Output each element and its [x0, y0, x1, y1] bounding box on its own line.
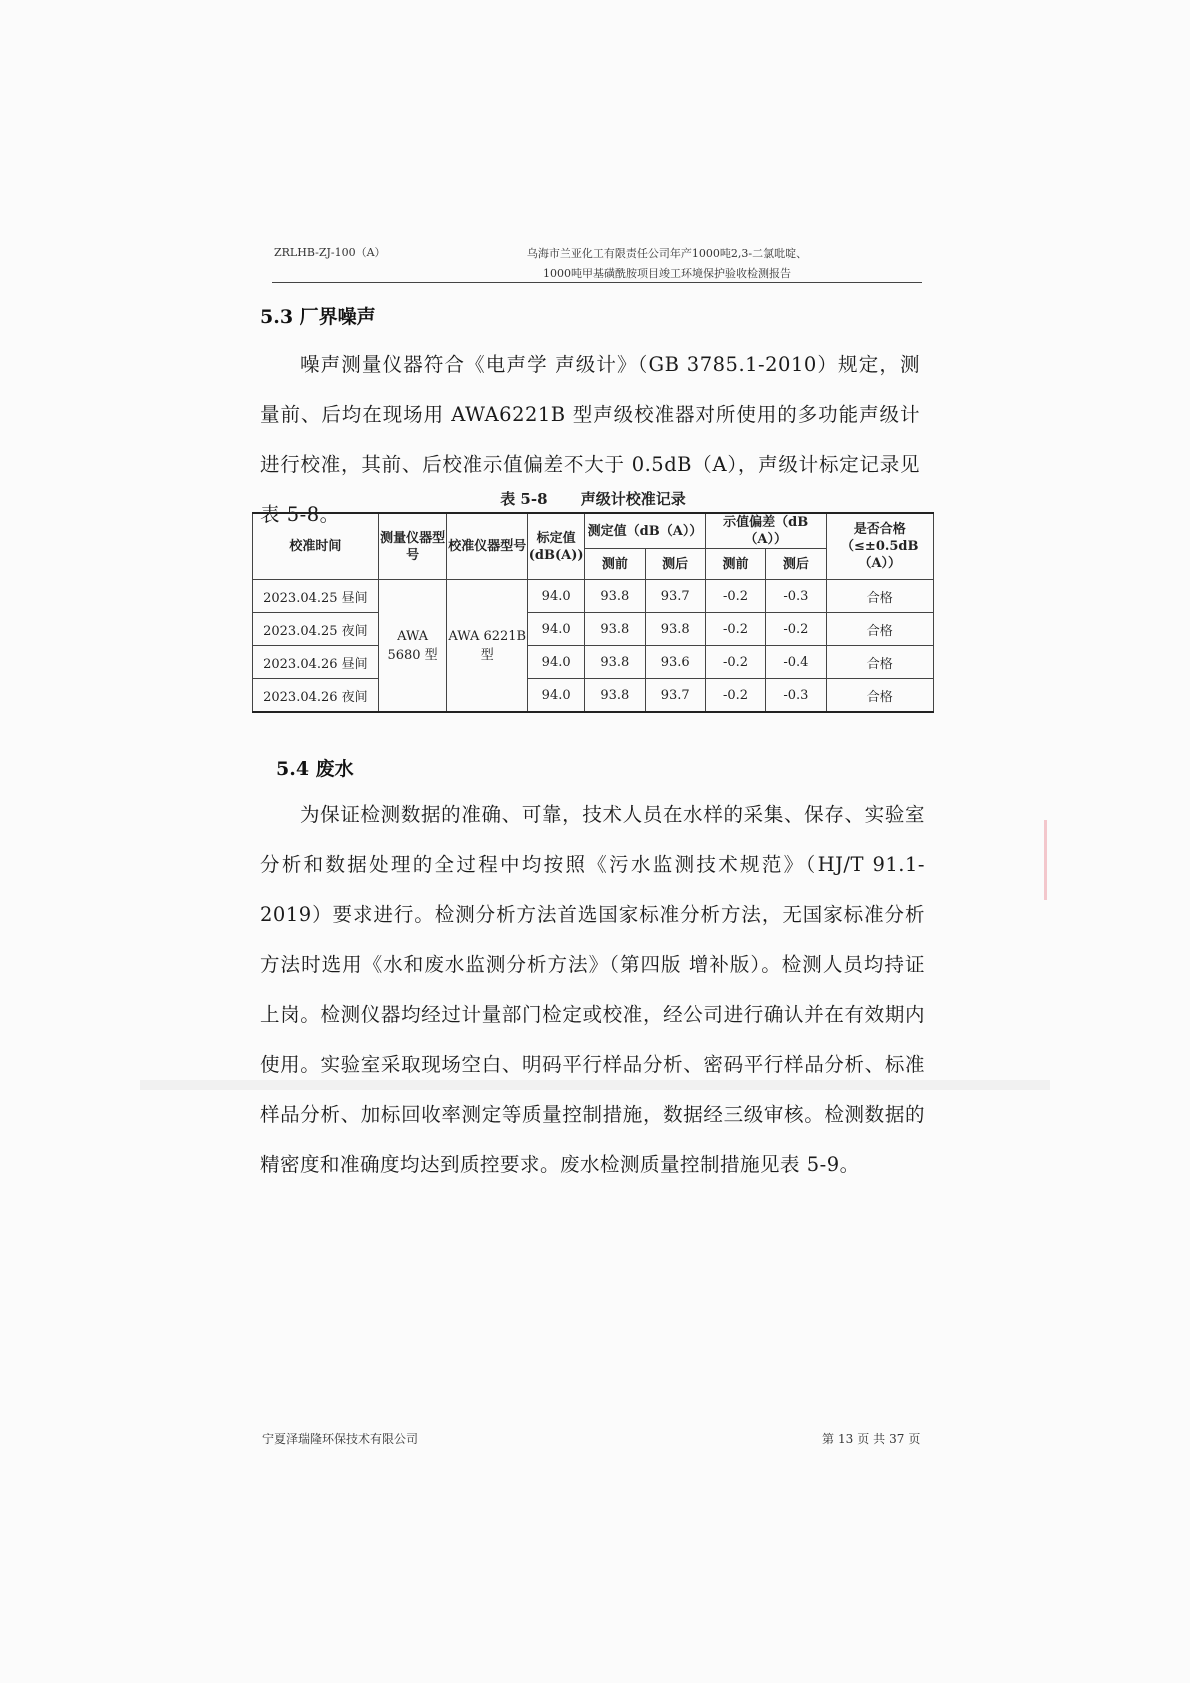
- cell-nominal: 94.0: [528, 613, 585, 646]
- table-row: [253, 580, 934, 613]
- cell-instrument-model: AWA 5680 型: [378, 580, 447, 713]
- page-number: 13: [838, 1432, 854, 1446]
- table-caption-title: 声级计校准记录: [580, 490, 686, 508]
- page-label-pre: 第: [822, 1432, 835, 1446]
- cell-deviation-before: -0.2: [705, 613, 765, 646]
- th-time: 校准时间: [253, 513, 379, 580]
- report-title-line2: 1000吨甲基磺酰胺项目竣工环境保护验收检测报告: [543, 267, 791, 280]
- th-deviation-after: 测后: [766, 549, 826, 580]
- cell-nominal: 94.0: [528, 646, 585, 679]
- th-deviation-before: 测前: [705, 549, 765, 580]
- section-heading-noise: 5.3 厂界噪声: [260, 306, 376, 328]
- cell-time: 2023.04.25 昼间: [253, 580, 379, 613]
- table-caption-number: 表 5-8: [500, 490, 548, 508]
- report-title-line1: 乌海市兰亚化工有限责任公司年产1000吨2,3-二氯吡啶、: [526, 247, 808, 260]
- th-measured: 测定值（dB（A））: [585, 513, 706, 549]
- cell-deviation-after: -0.2: [766, 613, 826, 646]
- cell-measured-before: 93.8: [585, 613, 645, 646]
- th-deviation: 示值偏差（dB（A））: [705, 513, 826, 549]
- th-measured-before: 测前: [585, 549, 645, 580]
- table-row: [253, 646, 934, 679]
- doc-code: ZRLHB-ZJ-100（A）: [274, 246, 386, 259]
- cell-measured-before: 93.8: [585, 580, 645, 613]
- cell-nominal: 94.0: [528, 679, 585, 713]
- table-caption: [252, 488, 934, 509]
- th-instrument-model: 测量仪器型号: [378, 513, 447, 580]
- scan-mark: [1044, 820, 1047, 900]
- scan-band: [140, 1080, 1050, 1090]
- noise-paragraph: 噪声测量仪器符合《电声学 声级计》（GB 3785.1-2010）规定，测量前、后均在现场用 AWA6221B 型声级校准器对所使用的多功能声级计进行校准，其前、后校准示值偏差不大于 0.5dB（A），声级计标定记录见表 5-8。: [260, 353, 920, 526]
- cell-time: 2023.04.25 夜间: [253, 613, 379, 646]
- th-measured-after: 测后: [645, 549, 705, 580]
- cell-deviation-before: -0.2: [705, 580, 765, 613]
- cell-result: 合格: [826, 580, 933, 613]
- cell-measured-after: 93.8: [645, 613, 705, 646]
- section-heading-wastewater: 5.4 废水: [276, 758, 354, 780]
- page-label-mid: 页 共: [857, 1432, 886, 1446]
- cell-measured-before: 93.8: [585, 646, 645, 679]
- cell-measured-after: 93.6: [645, 646, 705, 679]
- th-qualified: 是否合格（≤±0.5dB（A））: [826, 513, 933, 580]
- report-title: [457, 244, 877, 284]
- page-header: [272, 240, 922, 283]
- cell-measured-after: 93.7: [645, 679, 705, 713]
- cell-deviation-after: -0.3: [766, 580, 826, 613]
- calibration-table: [252, 512, 934, 713]
- table-row: [253, 679, 934, 713]
- cell-deviation-before: -0.2: [705, 646, 765, 679]
- th-calibrator-model: 校准仪器型号: [447, 513, 528, 580]
- table-row: [253, 613, 934, 646]
- cell-measured-after: 93.7: [645, 580, 705, 613]
- cell-deviation-after: -0.3: [766, 679, 826, 713]
- cell-calibrator-model: AWA 6221B 型: [447, 580, 528, 713]
- cell-time: 2023.04.26 夜间: [253, 679, 379, 713]
- footer-company: 宁夏泽瑞隆环保技术有限公司: [262, 1432, 419, 1446]
- cell-nominal: 94.0: [528, 580, 585, 613]
- page-label-post: 页: [908, 1432, 921, 1446]
- page-total: 37: [889, 1432, 905, 1446]
- th-nominal: 标定值(dB(A)): [528, 513, 585, 580]
- cell-deviation-after: -0.4: [766, 646, 826, 679]
- cell-measured-before: 93.8: [585, 679, 645, 713]
- wastewater-paragraph: 为保证检测数据的准确、可靠，技术人员在水样的采集、保存、实验室分析和数据处理的全过程中均按照《污水监测技术规范》（HJ/T 91.1-2019）要求进行。检测分析方法首选国家标准分析方法，无国家标准分析方法时选用《水和废水监测分析方法》（第四版 增补版）。检测人员均持证上岗。检测仪器均经过计量部门检定或校准，经公司进行确认并在有效期内使用。实验室采取现场空白、明码平行样品分析、密码平行样品分析、标准样品分析、加标回收率测定等质量控制措施，数据经三级审核。检测数据的精密度和准确度均达到质控要求。废水检测质量控制措施见表 5-9。: [260, 803, 925, 1176]
- cell-deviation-before: -0.2: [705, 679, 765, 713]
- cell-result: 合格: [826, 679, 933, 713]
- cell-time: 2023.04.26 昼间: [253, 646, 379, 679]
- footer-page-number: [820, 1430, 922, 1447]
- cell-result: 合格: [826, 646, 933, 679]
- cell-result: 合格: [826, 613, 933, 646]
